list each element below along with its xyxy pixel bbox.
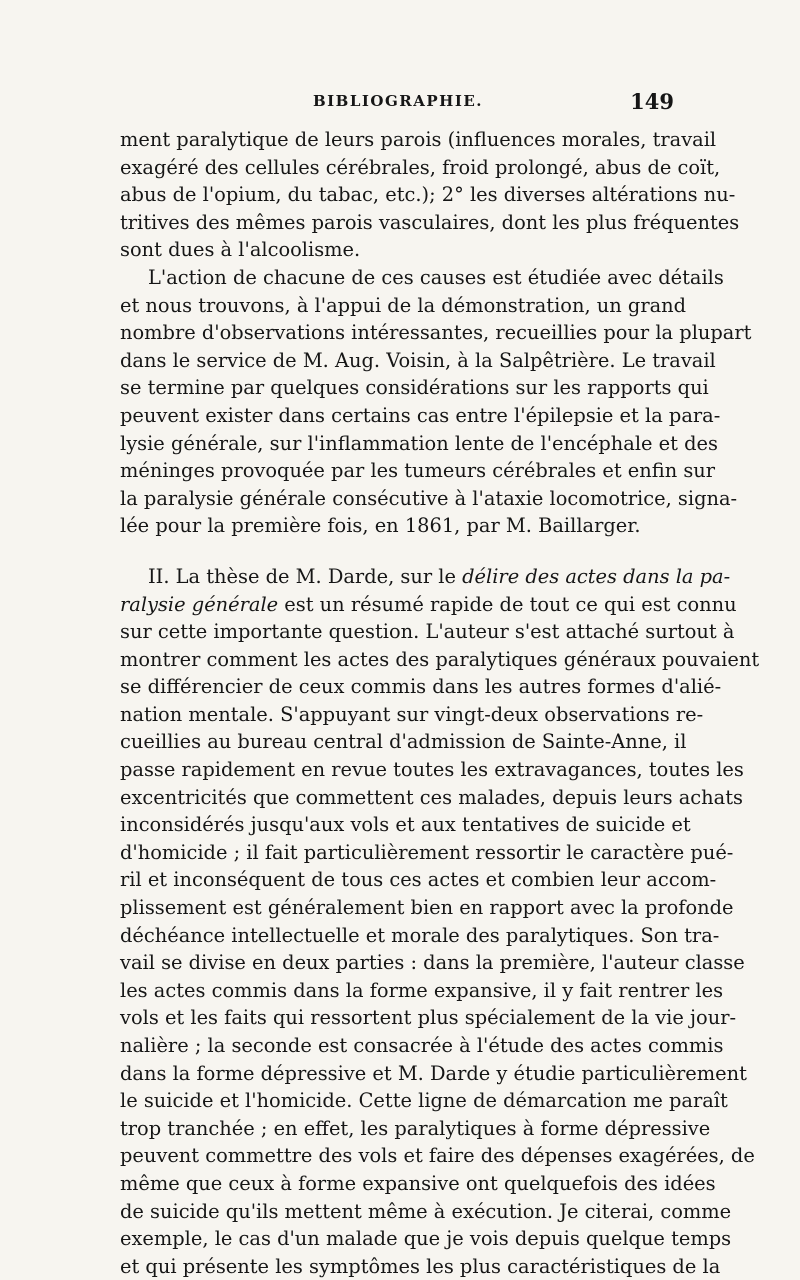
text-line: nation mentale. S'appuyant sur vingt-deux observations re-: [120, 702, 704, 726]
text-line: la paralysie générale consécutive à l'ataxie locomotrice, signa-: [120, 486, 738, 510]
text-line: de suicide qu'ils mettent même à exécution. Je citerai, comme: [120, 1199, 732, 1223]
text-line: L'action de chacune de ces causes est étudiée avec détails: [148, 265, 724, 289]
text-line: même que ceux à forme expansive ont quelquefois des idées: [120, 1171, 716, 1195]
text-line: dans le service de M. Aug. Voisin, à la Salpêtrière. Le travail: [120, 348, 716, 372]
page-number: 149: [630, 89, 674, 114]
text-line: inconsidérés jusqu'aux vols et aux tentatives de suicide et: [120, 813, 691, 837]
text-line: se différencier de ceux commis dans les autres formes d'alié-: [120, 675, 722, 699]
text-line: abus de l'opium, du tabac, etc.); 2° les diverses altérations nu-: [120, 183, 736, 207]
text-line: plissement est généralement bien en rapport avec la profonde: [120, 896, 734, 920]
text-line: nalière ; la seconde est consacrée à l'étude des actes commis: [120, 1034, 724, 1057]
thesis-title: délire des actes dans la pa-: [462, 564, 731, 588]
text-line: lysie générale, sur l'inflammation lente de l'encéphale et des: [120, 431, 718, 455]
text-segment: II. La thèse de M. Darde, sur le: [148, 564, 463, 588]
text-line: se termine par quelques considérations sur les rapports qui: [120, 376, 709, 400]
text-line: peuvent exister dans certains cas entre l'épilepsie et la para-: [120, 403, 721, 427]
text-line: les actes commis dans la forme expansive, il y fait rentrer les: [120, 978, 724, 1002]
text-line: d'homicide ; il fait particulièrement ressortir le caractère pué-: [120, 840, 734, 864]
text-line: ril et inconséquent de tous ces actes et combien leur accom-: [120, 868, 717, 892]
body-text: [120, 126, 760, 1280]
text-line: vail se divise en deux parties : dans la première, l'auteur classe: [120, 951, 745, 975]
text-line: sont dues à l'alcoolisme.: [120, 238, 361, 262]
text-line: trop tranchée ; en effet, les paralytiques à forme dépressive: [120, 1116, 711, 1140]
text-line: exagéré des cellules cérébrales, froid prolongé, abus de coït,: [120, 155, 721, 179]
text-line: [120, 591, 737, 619]
running-head: [122, 89, 674, 118]
text-line: ment paralytique de leurs parois (influences morales, travail: [120, 128, 717, 151]
paragraph-gap: [120, 540, 675, 563]
text-line: passe rapidement en revue toutes les extravagances, toutes les: [120, 758, 744, 782]
text-line: méninges provoquée par les tumeurs cérébrales et enfin sur: [120, 459, 716, 483]
text-line: [120, 563, 731, 591]
text-line: et qui présente les symptômes les plus caractéristiques de la: [120, 1254, 721, 1278]
text-line: sur cette importante question. L'auteur s'est attaché surtout à: [120, 620, 735, 644]
text-line: tritives des mêmes parois vasculaires, dont les plus fréquentes: [120, 210, 740, 234]
text-line: dans la forme dépressive et M. Darde y étudie particulièrement: [120, 1061, 747, 1085]
text-line: nombre d'observations intéressantes, recueillies pour la plupart: [120, 321, 752, 345]
text-line: cueillies au bureau central d'admission de Sainte-Anne, il: [120, 730, 687, 754]
text-line: montrer comment les actes des paralytiques généraux pouvaient: [120, 647, 760, 671]
running-title: BIBLIOGRAPHIE.: [312, 92, 484, 110]
text-line: vols et les faits qui ressortent plus spécialement de la vie jour-: [120, 1006, 737, 1030]
text-line: le suicide et l'homicide. Cette ligne de démarcation me paraît: [120, 1089, 728, 1113]
text-line: excentricités que commettent ces malades, depuis leurs achats: [120, 785, 743, 809]
text-line: et nous trouvons, à l'appui de la démonstration, un grand: [120, 293, 687, 317]
text-segment: est un résumé rapide de tout ce qui est connu: [278, 592, 737, 616]
text-line: lée pour la première fois, en 1861, par M. Baillarger.: [120, 514, 641, 538]
text-line: exemple, le cas d'un malade que je vois depuis quelque temps: [120, 1227, 732, 1251]
text-line: peuvent commettre des vols et faire des dépenses exagérées, de: [120, 1144, 755, 1168]
thesis-title: ralysie générale: [120, 592, 279, 616]
text-line: déchéance intellectuelle et morale des paralytiques. Son tra-: [120, 923, 720, 947]
